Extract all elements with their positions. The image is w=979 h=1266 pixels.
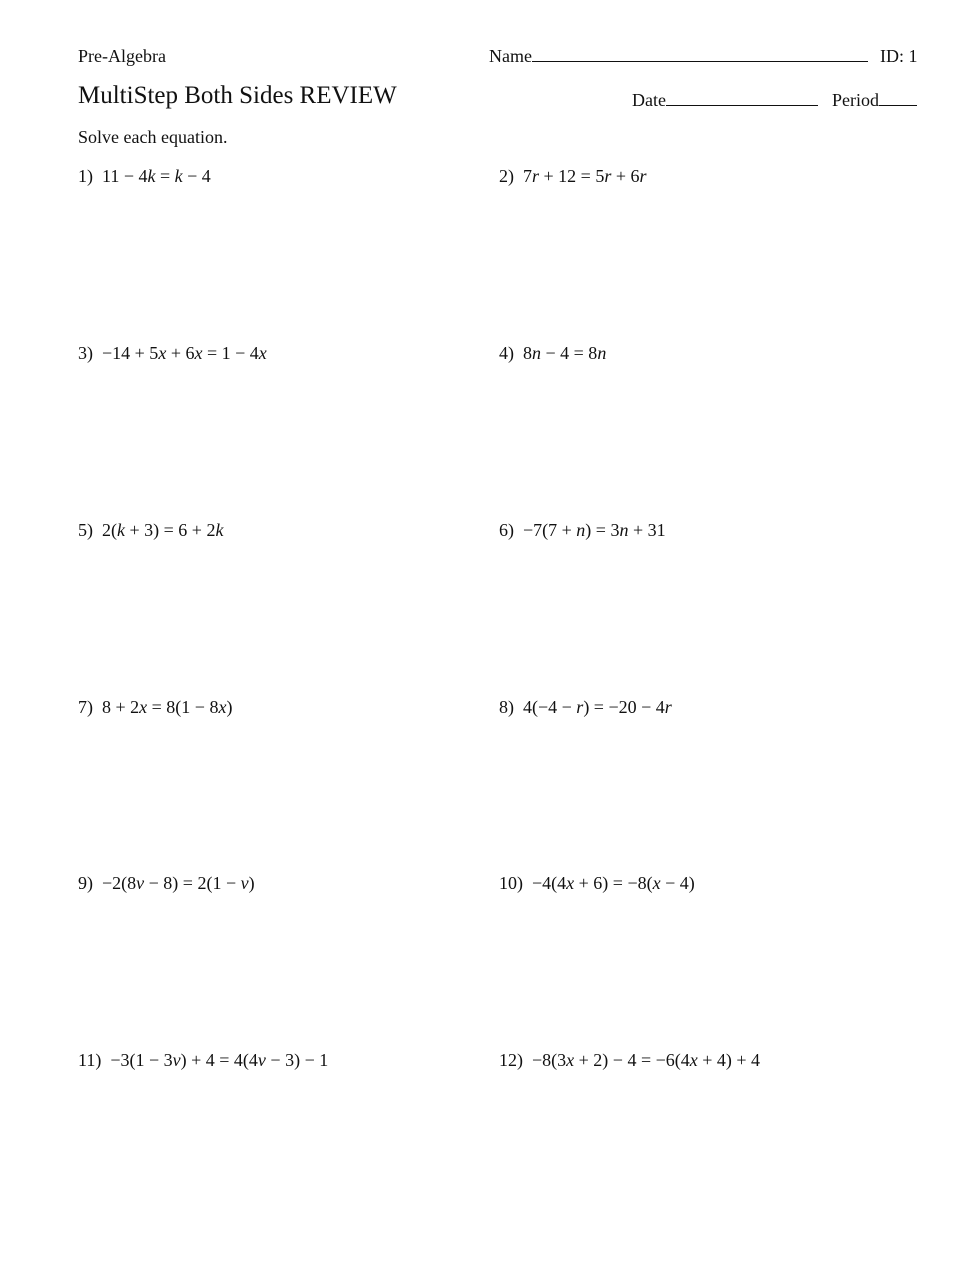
problem-1	[78, 166, 211, 187]
problem-equation: −7(7 + n) = 3n + 31	[523, 520, 666, 540]
problem-3	[78, 343, 267, 364]
problem-2	[499, 166, 647, 187]
problem-9	[78, 873, 255, 894]
problem-6	[499, 520, 666, 541]
name-field	[489, 46, 868, 67]
id-label: ID: 1	[880, 46, 918, 66]
problem-equation: 8 + 2x = 8(1 − 8x)	[102, 697, 233, 717]
date-field	[632, 90, 818, 111]
problem-number: 7)	[78, 697, 93, 717]
problem-number: 6)	[499, 520, 514, 540]
problem-equation: −8(3x + 2) − 4 = −6(4x + 4) + 4	[532, 1050, 761, 1070]
name-blank[interactable]	[532, 47, 868, 62]
problem-number: 4)	[499, 343, 514, 363]
problem-number: 8)	[499, 697, 514, 717]
period-blank[interactable]	[879, 91, 917, 106]
problem-number: 9)	[78, 873, 93, 893]
problem-4	[499, 343, 606, 364]
problem-equation: 4(−4 − r) = −20 − 4r	[523, 697, 672, 717]
worksheet-title: MultiStep Both Sides REVIEW	[78, 82, 397, 109]
problem-number: 1)	[78, 166, 93, 186]
name-label: Name	[489, 46, 532, 66]
problem-number: 11)	[78, 1050, 102, 1070]
problem-11	[78, 1050, 328, 1071]
date-blank[interactable]	[666, 91, 818, 106]
problem-number: 5)	[78, 520, 93, 540]
course-label: Pre-Algebra	[78, 46, 166, 66]
instructions: Solve each equation.	[78, 127, 228, 147]
problem-number: 2)	[499, 166, 514, 186]
problem-equation: −14 + 5x + 6x = 1 − 4x	[102, 343, 267, 363]
problem-5	[78, 520, 223, 541]
problem-8	[499, 697, 672, 718]
problem-equation: −2(8v − 8) = 2(1 − v)	[102, 873, 255, 893]
problem-equation: 8n − 4 = 8n	[523, 343, 607, 363]
problem-equation: −4(4x + 6) = −8(x − 4)	[532, 873, 695, 893]
problem-number: 3)	[78, 343, 93, 363]
problem-equation: 11 − 4k = k − 4	[102, 166, 211, 186]
period-field	[832, 90, 917, 111]
problem-number: 10)	[499, 873, 523, 893]
problem-10	[499, 873, 695, 894]
problem-7	[78, 697, 232, 718]
period-label: Period	[832, 90, 879, 110]
problem-equation: −3(1 − 3v) + 4 = 4(4v − 3) − 1	[110, 1050, 329, 1070]
problem-number: 12)	[499, 1050, 523, 1070]
problem-equation: 7r + 12 = 5r + 6r	[523, 166, 647, 186]
problem-equation: 2(k + 3) = 6 + 2k	[102, 520, 224, 540]
problem-12	[499, 1050, 760, 1071]
date-label: Date	[632, 90, 666, 110]
